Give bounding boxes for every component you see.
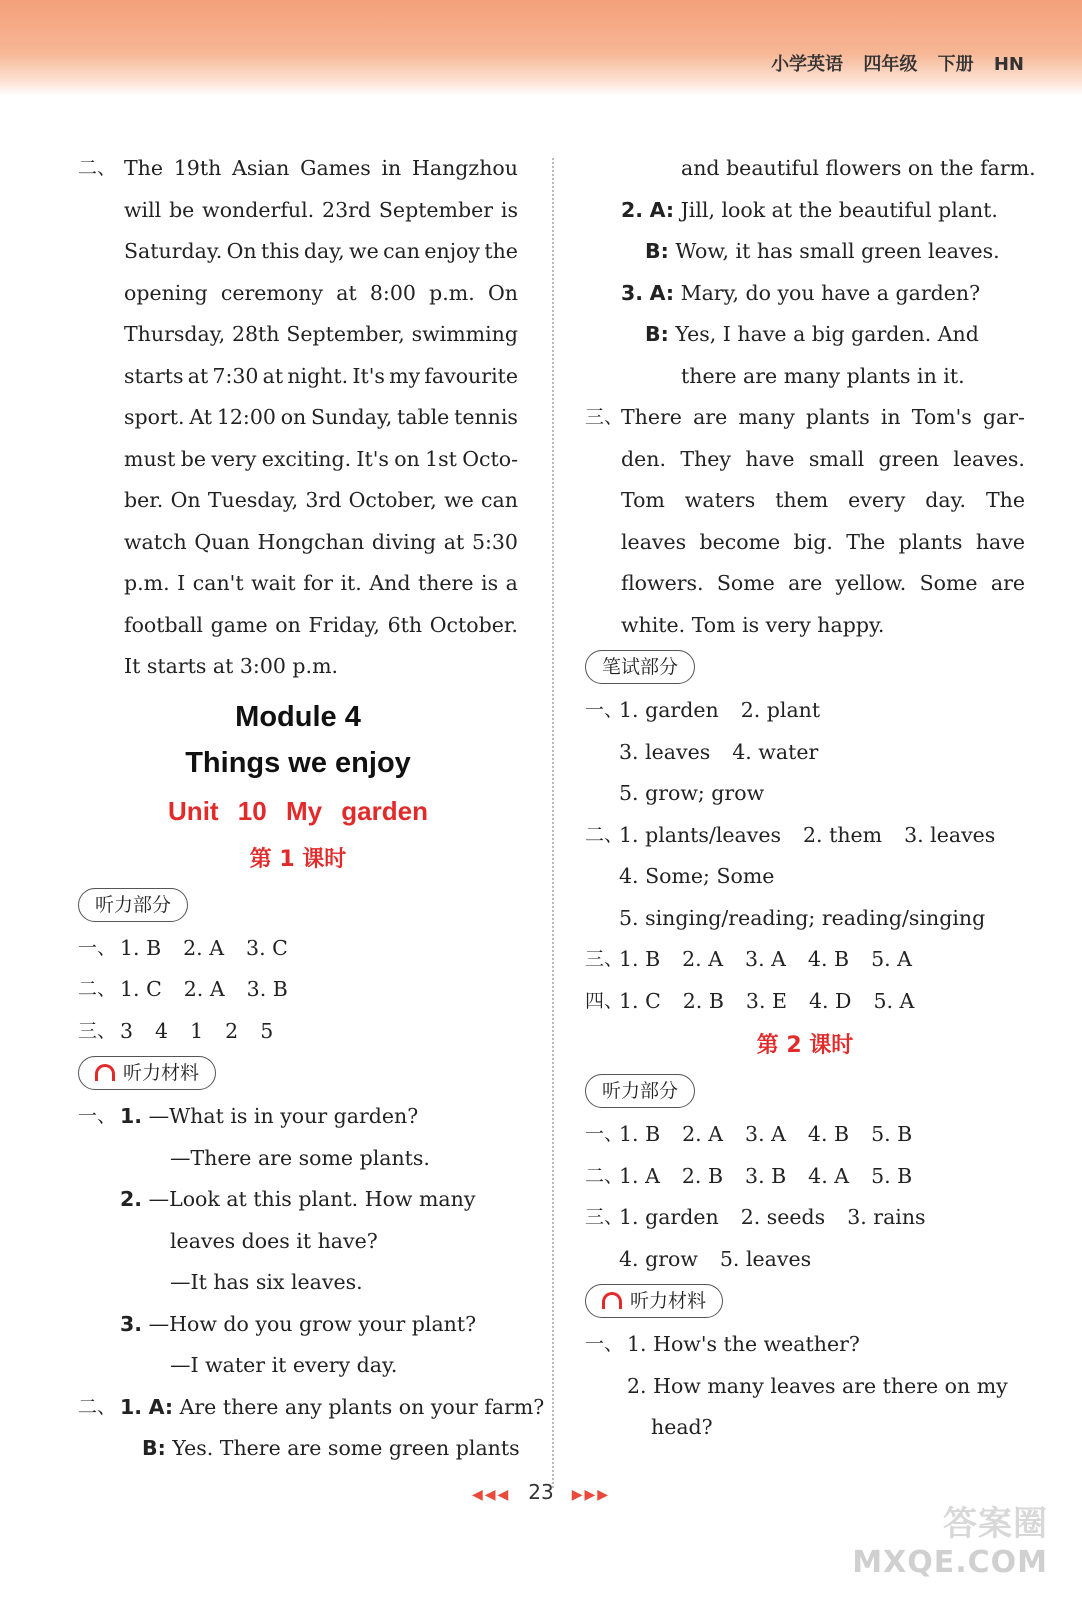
answer-item: 2. them [803, 822, 883, 847]
answer-item: 2. B [682, 988, 724, 1013]
passage-line [78, 356, 518, 398]
section-mark: 三、 [585, 406, 624, 428]
section-3-passage [585, 397, 1025, 646]
answer-item: 5. leaves [719, 1246, 812, 1271]
material-line [585, 190, 1025, 232]
dialog-line: —What is in your garden? [148, 1104, 419, 1128]
passage-text: flowers. Some are yellow. Some are [621, 571, 1025, 595]
answer-item: 5. A [873, 988, 915, 1013]
answer-row [585, 773, 1025, 815]
answer-item: 5. grow; grow [619, 781, 765, 805]
section-mark: 三、 [585, 948, 624, 970]
listening-badge: 听力部分 [78, 888, 188, 922]
answer-item: 1. garden [619, 698, 719, 722]
dialog-line: —There are some plants. [170, 1145, 430, 1170]
answer-item: 3. E [745, 988, 787, 1013]
section-mark: 一、 [585, 1333, 624, 1355]
answer-row [585, 732, 1025, 774]
section-mark: 一、 [78, 1105, 117, 1127]
answer-row [585, 981, 1025, 1023]
section-mark: 一、 [585, 699, 624, 721]
speaker-label: A: [649, 280, 675, 305]
answer-row [585, 1156, 1025, 1198]
answer-item: 1. A [619, 1163, 660, 1188]
written-badge: 笔试部分 [585, 650, 695, 684]
passage-text: football game on Friday, 6th October. [124, 612, 518, 637]
passage-line [585, 522, 1025, 564]
answer-item: 4. D [808, 988, 852, 1013]
passage-line [78, 646, 518, 688]
speaker-label: B: [645, 239, 669, 263]
lesson-title: 第 1 课时 [249, 846, 347, 872]
answer-row [78, 928, 518, 970]
dialog-line: Yes. There are some green plants [172, 1436, 520, 1460]
passage-line [78, 273, 518, 315]
passage-text: white. Tom is very happy. [621, 612, 885, 637]
answer-item: 2. seeds [740, 1205, 826, 1229]
answer-item: 2. B [681, 1163, 724, 1188]
answer-item: 4. A [808, 1163, 850, 1188]
page-number: 23 [528, 1480, 554, 1504]
material-2-badge [585, 1284, 723, 1318]
right-column [585, 148, 1036, 1449]
answer-item: 3. B [745, 1163, 787, 1188]
answer-item: 1. B [619, 1122, 661, 1146]
answer-row [585, 1197, 1025, 1239]
material-badge [78, 1056, 216, 1090]
dialog-line: Jill, look at the beautiful plant. [680, 197, 998, 222]
dialog-line: there are many plants in it. [681, 363, 965, 388]
passage-text: must be very exciting. It's on 1st Octo- [124, 446, 518, 471]
left-arrows-icon: ◀◀◀ [471, 1487, 511, 1503]
section-mark: 一、 [585, 1123, 624, 1145]
answer-item: 3. A [745, 947, 786, 971]
passage-text: Thursday, 28th September, swimming [124, 322, 518, 346]
answer-item: 1. garden [619, 1205, 719, 1229]
written-answers [585, 690, 1025, 1022]
passage-text: p.m. I can't wait for it. And there is a [124, 571, 518, 595]
dialog-line: Yes, I have a big garden. And [675, 322, 979, 346]
headphone-icon [602, 1292, 622, 1309]
passage-line [78, 605, 518, 647]
dialog-line: and beautiful flowers on the farm. [681, 156, 1036, 180]
answer-item: 1. B [619, 947, 661, 971]
answer-item: 2 [225, 1018, 239, 1043]
passage-line [78, 522, 518, 564]
answer-row [78, 969, 518, 1011]
answer-row [585, 856, 1025, 898]
passage-text: The 19th Asian Games in Hangzhou [124, 156, 518, 180]
passage-line [78, 148, 518, 190]
passage-text: watch Quan Hongchan diving at 5:30 [124, 529, 518, 554]
section-mark: 二、 [78, 1395, 117, 1418]
answer-item: 5. B [871, 1163, 913, 1188]
dialog-line: —Look at this plant. How many [148, 1187, 476, 1211]
answer-item: 3. C [246, 935, 288, 960]
material-line [78, 1304, 518, 1346]
header-band [0, 0, 1082, 96]
dialog-line: Are there any plants on your farm? [179, 1394, 545, 1419]
answer-item: 1. C [120, 977, 162, 1001]
material-line [78, 1179, 518, 1221]
item-number: 1. [120, 1104, 143, 1128]
material-line [78, 1387, 545, 1429]
answer-item: 4. B [807, 1122, 850, 1146]
answer-row [585, 898, 1025, 940]
passage-line [585, 439, 1025, 481]
answer-row [585, 1114, 1025, 1156]
answer-item: 1. C [619, 988, 661, 1013]
passage-line [78, 439, 518, 481]
dialog-line: —How do you grow your plant? [148, 1311, 477, 1336]
answer-row [585, 1239, 1025, 1281]
passage-line [78, 480, 518, 522]
dialog-line: 2. How many leaves are there on my [627, 1373, 1008, 1398]
unit-title: Unit 10 My garden [168, 795, 428, 826]
passage-line [585, 397, 1025, 439]
section-mark: 三、 [585, 1206, 624, 1228]
passage-text: ber. On Tuesday, 3rd October, we can [124, 488, 518, 512]
item-number: 3. [621, 280, 644, 305]
passage-text: den. They have small green leaves. [621, 446, 1025, 471]
item-number: 2. [120, 1187, 143, 1211]
lesson-2-title: 第 2 课时 [756, 1033, 854, 1058]
item-number: 1. [120, 1394, 143, 1419]
listening-answers [78, 928, 518, 1053]
answer-item: 4. water [732, 739, 819, 764]
dialog-line: —I water it every day. [170, 1353, 398, 1377]
material-line [585, 273, 1025, 315]
answer-item: 4. B [807, 947, 850, 971]
left-column [78, 148, 545, 1470]
answer-item: 4. grow [619, 1246, 698, 1271]
answer-item: 5. A [871, 947, 912, 971]
item-number: 2. [621, 197, 644, 222]
listening-2-badge: 听力部分 [585, 1074, 695, 1108]
headphone-icon [95, 1064, 115, 1081]
answer-item: 2. plant [740, 698, 821, 722]
speaker-label: A: [649, 197, 675, 222]
answer-item: 3. A [745, 1122, 786, 1146]
answer-item: 5. singing/reading; reading/singing [619, 905, 986, 930]
passage-line [585, 480, 1025, 522]
answer-item: 3. rains [847, 1205, 926, 1229]
section-mark: 二、 [585, 1164, 624, 1187]
answer-item: 3 [120, 1018, 134, 1043]
answer-item: 1. plants/leaves [619, 822, 781, 847]
speaker-label: A: [148, 1394, 174, 1419]
dialog-line: —It has six leaves. [170, 1270, 363, 1294]
answer-item: 4 [155, 1018, 169, 1043]
material-line [585, 314, 1025, 356]
column-divider [552, 158, 554, 1488]
dialog-line: head? [651, 1415, 713, 1439]
answer-item: 1 [190, 1018, 204, 1043]
passage-text: Tom waters them every day. The [621, 488, 1025, 512]
material-line [78, 1096, 518, 1138]
answer-item: 2. A [682, 1122, 724, 1146]
passage-text: opening ceremony at 8:00 p.m. On [124, 280, 518, 305]
passage-text: starts at 7:30 at night. It's my favourite [124, 363, 518, 388]
answer-row [585, 690, 1025, 732]
passage-text: sport. At 12:00 on Sunday, table tennis [124, 405, 518, 429]
material-line [585, 231, 1025, 273]
watermark [852, 1496, 1048, 1580]
listening-2-answers [585, 1114, 1025, 1280]
section-2-passage [78, 148, 518, 688]
section-mark: 四、 [585, 989, 624, 1012]
passage-text: leaves become big. The plants have [621, 529, 1025, 554]
section-mark: 二、 [78, 978, 117, 1000]
watermark-domain: MXQE.COM [852, 1545, 1048, 1580]
passage-line [585, 563, 1025, 605]
passage-line [78, 563, 518, 605]
section-mark: 二、 [585, 823, 624, 846]
watermark-logo: 答案圈 [943, 1504, 1048, 1544]
answer-row [585, 939, 1025, 981]
passage-text: It starts at 3:00 p.m. [124, 654, 339, 678]
answer-item: 5. B [871, 1122, 913, 1146]
material-badge-label: 听力材料 [123, 1062, 200, 1084]
section-mark: 三、 [78, 1019, 117, 1042]
right-arrows-icon: ▶▶▶ [571, 1487, 611, 1503]
answer-item: 3. leaves [904, 822, 996, 847]
module-number: Module 4 [235, 700, 361, 733]
passage-text: There are many plants in Tom's gar- [621, 405, 1025, 429]
answer-item: 3. B [246, 977, 288, 1001]
module-title: Things we enjoy [185, 746, 411, 779]
item-number: 3. [120, 1311, 143, 1336]
answer-item: 4. Some; Some [619, 864, 775, 888]
answer-item: 2. A [183, 977, 225, 1001]
dialog-line: Wow, it has small green leaves. [675, 239, 1000, 263]
speaker-label: B: [142, 1436, 166, 1460]
answer-row [585, 815, 1025, 857]
material-line [585, 1324, 1025, 1366]
material-line [78, 1428, 518, 1470]
dialog-line: Mary, do you have a garden? [680, 280, 981, 305]
passage-line [585, 605, 1025, 647]
material-2-badge-label: 听力材料 [630, 1290, 707, 1312]
passage-text: will be wonderful. 23rd September is [124, 197, 518, 222]
passage-text: Saturday. On this day, we can enjoy the [124, 239, 518, 263]
speaker-label: B: [645, 322, 669, 346]
passage-line [78, 397, 518, 439]
section-mark: 二、 [78, 157, 117, 179]
passage-line [78, 231, 518, 273]
answer-item: 5 [260, 1018, 274, 1043]
answer-item: 2. A [682, 947, 724, 971]
dialog-line: leaves does it have? [170, 1228, 378, 1253]
answer-row [78, 1011, 518, 1053]
section-mark: 一、 [78, 936, 117, 959]
answer-item: 2. A [183, 935, 225, 960]
passage-line [78, 190, 518, 232]
passage-line [78, 314, 518, 356]
dialog-line: 1. How's the weather? [627, 1332, 860, 1356]
answer-item: 1. B [120, 935, 162, 960]
header-subject: 小学英语 四年级 下册 HN [771, 54, 1024, 75]
answer-item: 3. leaves [619, 739, 711, 764]
